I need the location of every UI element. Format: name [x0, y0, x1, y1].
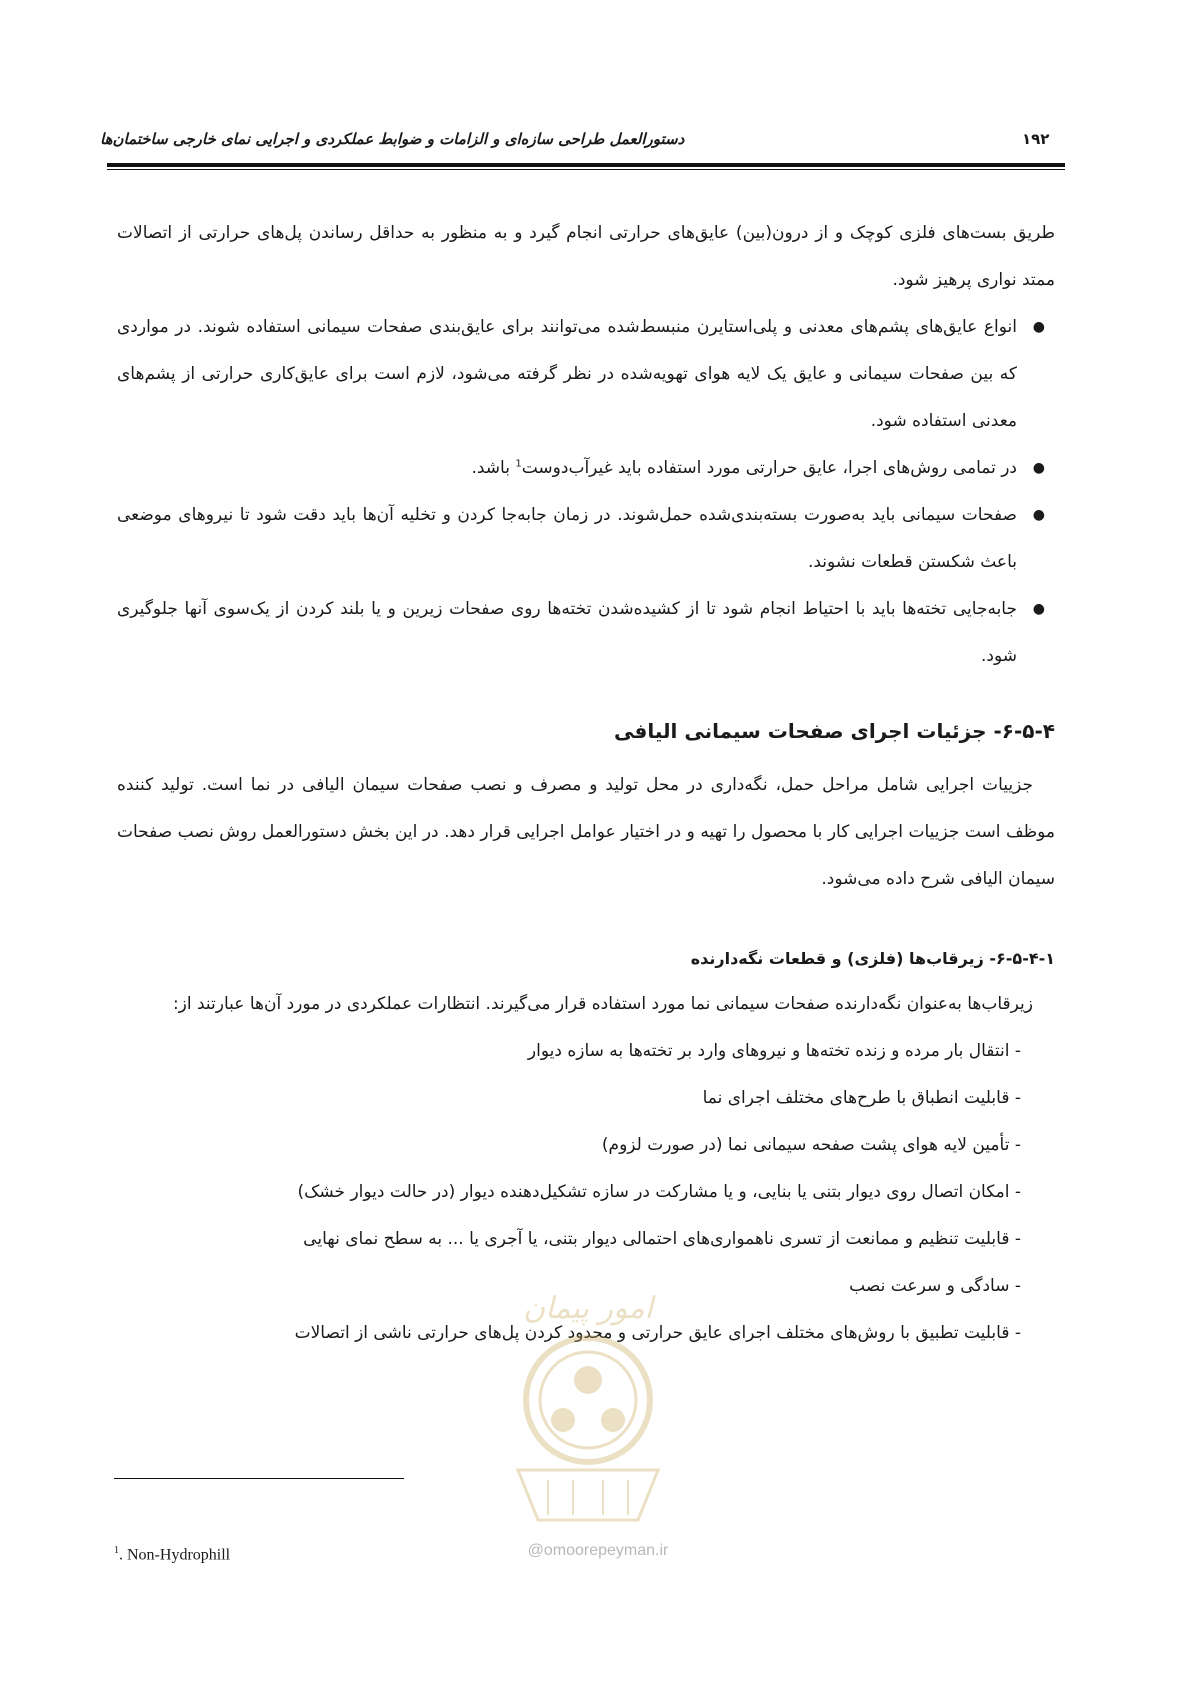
footnote-mark: 1	[114, 1545, 119, 1556]
section-heading: ۶-۵-۴- جزئیات اجرای صفحات سیمانی الیافی	[614, 719, 1055, 743]
bullet-item	[117, 445, 1055, 492]
list-item: - قابلیت تنظیم و ممانعت از تسری ناهمواری‌های احتمالی دیوار بتنی، یا آجری یا ... به سطح نمای نهایی	[303, 1229, 1021, 1249]
bullet-text: انواع عایق‌های پشم‌های معدنی و پلی‌استایرن منبسط‌شده می‌توانند برای عایق‌بندی صفحات سیمانی استفاده شوند. در مواردی که بین صفحات سیمانی و عایق یک لایه هوای تهویه‌شده در نظر گرفته می‌شود، لازم است برای عایق‌کاری حرارتی از پشم‌های معدنی استفاده شود.	[117, 317, 1017, 431]
footnote-rule	[114, 1478, 404, 1479]
bullet-text: صفحات سیمانی باید به‌صورت بسته‌بندی‌شده حمل‌شوند. در زمان جابه‌جا کردن و تخلیه آن‌ها باید دقت شود تا نیروهای موضعی باعث شکستن قطعات نشوند.	[117, 505, 1017, 572]
watermark-logo-text: امور پیمان	[523, 1291, 653, 1326]
bullet-icon: ●	[1032, 601, 1045, 617]
page-number: ۱۹۲	[1022, 130, 1050, 148]
bullet-icon: ●	[1032, 460, 1045, 476]
bullet-item	[117, 304, 1055, 445]
bullet-item	[117, 586, 1055, 680]
bullet-text: جابه‌جایی تخته‌ها باید با احتیاط انجام شود تا از کشیده‌شدن تخته‌ها روی صفحات زیرین و یا بلند کردن از یک‌سوی آنها جلوگیری شود.	[117, 599, 1017, 666]
subsection-paragraph: زیرقاب‌ها به‌عنوان نگه‌دارنده صفحات سیمانی نما مورد استفاده قرار می‌گیرند. انتظارات عملکردی در مورد آن‌ها عبارتند از:	[172, 994, 1033, 1014]
bullet-list	[117, 304, 1055, 680]
header-rule-thick	[107, 163, 1065, 167]
bullet-text: در تمامی روش‌های اجرا، عایق حرارتی مورد استفاده باید غیرآب‌دوست	[521, 458, 1017, 478]
watermark-seal-icon	[478, 1270, 698, 1560]
list-item: - سادگی و سرعت نصب	[849, 1276, 1021, 1296]
footnote-text: . Non-Hydrophill	[119, 1546, 231, 1564]
bullet-text-end: باشد.	[471, 458, 516, 478]
list-item: - امکان اتصال روی دیوار بتنی یا بنایی، و یا مشارکت در سازه تشکیل‌دهنده دیوار (در حالت دیوار خشک)	[297, 1182, 1021, 1202]
intro-paragraph: طریق بست‌های فلزی کوچک و از درون(بین) عایق‌های حرارتی انجام گیرد و به منظور به حداقل رساندن پل‌های حرارتی از اتصالات ممتد نواری پرهیز شود.	[117, 223, 1055, 290]
bullet-icon: ●	[1032, 319, 1045, 335]
main-content	[117, 210, 1055, 1357]
list-item: - انتقال بار مرده و زنده تخته‌ها و نیروهای وارد بر تخته‌ها به سازه دیوار	[527, 1041, 1021, 1061]
footnote	[114, 1545, 230, 1564]
bullet-item	[117, 492, 1055, 586]
running-header-title: دستورالعمل طراحی سازه‌ای و الزامات و ضوابط عملکردی و اجرایی نمای خارجی ساختمان‌ها	[100, 130, 685, 148]
list-item: - قابلیت انطباق با طرح‌های مختلف اجرای نما	[702, 1088, 1021, 1108]
list-item: - تأمین لایه هوای پشت صفحه سیمانی نما (در صورت لزوم)	[601, 1135, 1021, 1155]
bullet-icon: ●	[1032, 507, 1045, 523]
footnote-reference[interactable]: 1	[515, 458, 522, 470]
subsection-heading: ۶-۵-۴-۱- زیرقاب‌ها (فلزی) و قطعات نگه‌دارنده	[690, 949, 1055, 968]
list-item: - قابلیت تطبیق با روش‌های مختلف اجرای عایق حرارتی و محدود کردن پل‌های حرارتی ناشی از اتصالات	[294, 1323, 1021, 1343]
watermark-site: @omoorepeyman.ir	[527, 1542, 669, 1559]
section-paragraph: جزییات اجرایی شامل مراحل حمل، نگه‌داری در محل تولید و مصرف و نصب صفحات سیمان الیافی در نما است. تولید کننده موظف است جزییات اجرایی کار با محصول را تهیه و در اختیار عوامل اجرایی قرار دهد. در این بخش دستورالعمل روش نصب صفحات سیمان الیافی شرح داده می‌شود.	[117, 775, 1055, 889]
header-rule-thin	[107, 169, 1065, 170]
